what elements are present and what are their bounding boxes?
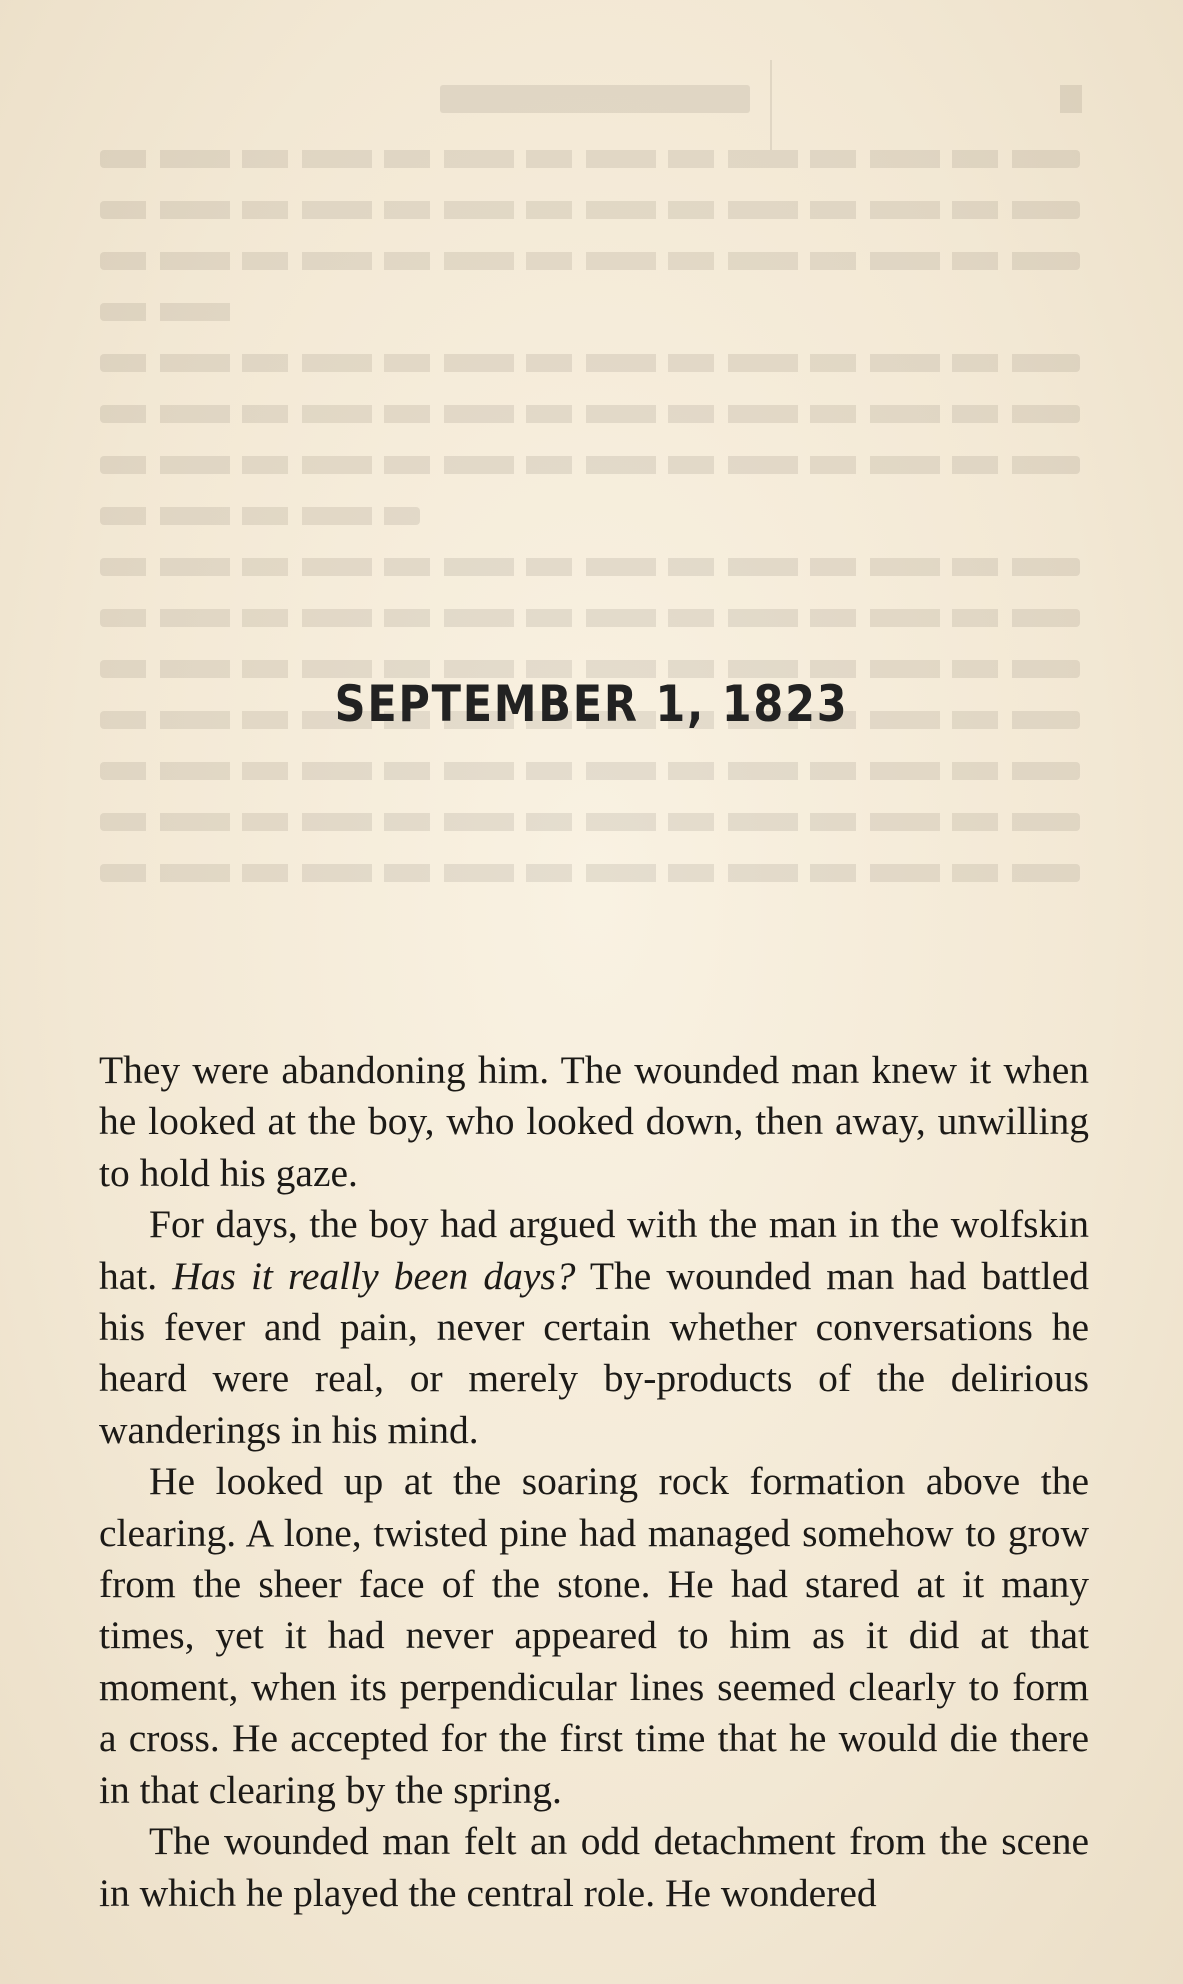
paragraph-2-italic: Has it really been days?: [172, 1253, 576, 1298]
paragraph-2-end: The wounded man had battled his fever and pain, never certain whether conversations he heard were real, or merely by-products of the delirious wanderings in his mind.: [99, 1253, 1089, 1452]
paragraph-2-start: For days, the boy had argued with the man in the wolfskin hat.: [99, 1202, 1089, 1298]
chapter-date-heading: SEPTEMBER 1, 1823: [334, 675, 849, 733]
paragraph-3: He looked up at the soaring rock formation above the clearing. A lone, twisted pine had managed somehow to grow from the sheer face of the stone. He had stared at it many times, yet it had never appeared to him as it did at that moment, when its perpendicular lines seemed clearly to form a cross. He accepted for the first time that he would die there in that clearing by the spring.: [99, 1459, 1089, 1812]
paragraph-4: The wounded man felt an odd detachment from the scene in which he played the central role. He wondered: [99, 1819, 1089, 1915]
paragraph-1: They were abandoning him. The wounded man knew it when he looked at the boy, who looked down, then away, unwilling to hold his gaze.: [99, 1048, 1089, 1195]
bleed-through-reverse-page: [100, 150, 1080, 1030]
paragraph-2: [99, 1199, 1089, 1456]
chapter-body: [99, 1045, 1089, 1919]
